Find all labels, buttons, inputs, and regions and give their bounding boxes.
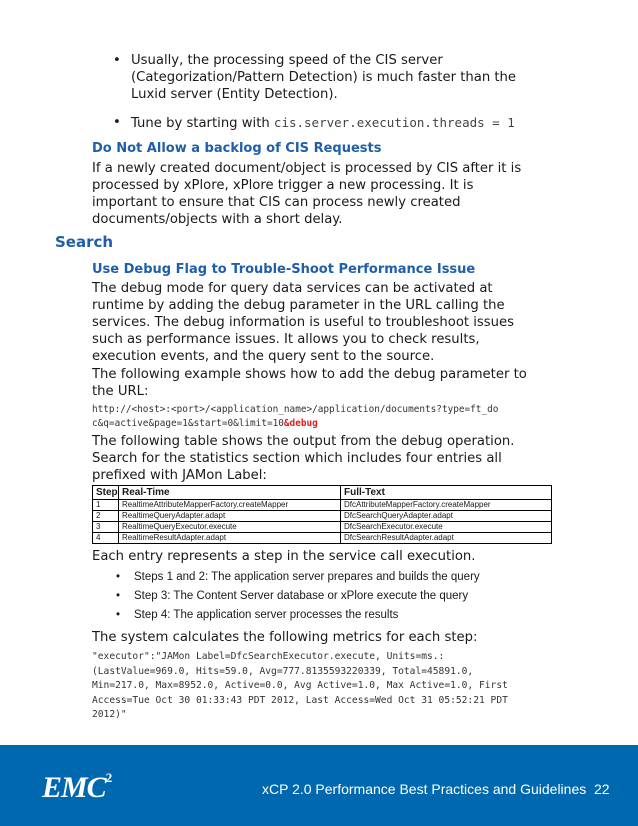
bullet-dot-icon: • [113, 115, 121, 130]
step-text: Step 4: The application server processes the results [134, 609, 399, 621]
url-params: c&q=active&page=1&start=0&limit=10 [92, 418, 284, 429]
table-cell: 1 [93, 500, 119, 511]
step-text: Step 3: The Content Server database or xPlore execute the query [134, 590, 469, 602]
heading-backlog: Do Not Allow a backlog of CIS Requests [92, 141, 382, 156]
table-row [93, 522, 552, 533]
page-number: 22 [594, 781, 610, 797]
code-line: "executor":"JAMon Label=DfcSearchExecutor.execute, Units=ms.: [92, 651, 445, 662]
tune-code: cis.server.execution.threads = 1 [273, 115, 515, 130]
bullet-dot-icon: • [113, 53, 121, 68]
step-bullet [116, 608, 399, 623]
code-line: Min=217.0, Max=8952.0, Active=0.0, Avg Active=1.0, Max Active=1.0, First [92, 680, 508, 691]
table-row [93, 500, 552, 511]
footer-title: xCP 2.0 Performance Best Practices and Guidelines [262, 781, 587, 797]
table-cell: RealtimeResultAdapter.adapt [119, 533, 341, 544]
code-line: Access=Tue Oct 30 01:33:43 PDT 2012, Last Access=Wed Oct 31 05:52:21 PDT [92, 694, 508, 706]
bullet-dot-icon: • [116, 609, 121, 621]
section-search-title: Search [55, 233, 114, 251]
table-cell: RealtimeQueryAdapter.adapt [119, 511, 341, 522]
table-cell: DfcSearchQueryAdapter.adapt [341, 511, 552, 522]
logo-superscript: 2 [105, 770, 112, 785]
bullet-processing-speed [113, 52, 551, 103]
bullet-tune [113, 114, 571, 132]
para-table: The following table shows the output from the debug operation. Search for the statistics section which includes four entries all prefixed with JAMon Label: [92, 434, 515, 483]
bullet-dot-icon: • [116, 590, 121, 602]
logo-text: EMC [42, 771, 106, 804]
table-header-step: Step [93, 486, 119, 500]
code-line: 2012)" [92, 709, 127, 720]
table-cell: 4 [93, 533, 119, 544]
table-cell: 3 [93, 522, 119, 533]
code-line: (LastValue=969.0, Hits=59.0, Avg=777.8135593220339, Total=45891.0, [92, 665, 474, 677]
bullet-text: Usually, the processing speed of the CIS server (Categorization/Pattern Detection) is much faster than the Luxid server (Entity Detection). [131, 53, 517, 102]
table-header-realtime: Real-Time [119, 486, 341, 500]
step-bullet [116, 589, 469, 604]
table-cell: DfcAttributeMapperFactory.createMapper [341, 500, 552, 511]
table-cell: 2 [93, 511, 119, 522]
table-cell: RealtimeQueryExecutor.execute [119, 522, 341, 533]
step-bullet [116, 570, 480, 585]
bullet-text: Tune by starting with [131, 116, 274, 131]
table-cell: DfcSearchExecutor.execute [341, 522, 552, 533]
step-text: Steps 1 and 2: The application server prepares and builds the query [134, 571, 480, 583]
url-line-1: http://<host>:<port>/<application_name>/application/documents?type=ft_do [92, 404, 499, 415]
para-example: The following example shows how to add the debug parameter to the URL: [92, 367, 527, 399]
para-backlog: If a newly created document/object is processed by CIS after it is processed by xPlore, xPlore trigger a new processing. It is important to ensure that CIS can process newly created documents/objects with a short delay. [92, 161, 522, 227]
page-footer [0, 745, 638, 826]
para-metrics: The system calculates the following metrics for each step: [92, 630, 478, 645]
table-row [93, 511, 552, 522]
heading-debug: Use Debug Flag to Trouble-Shoot Performance Issue [92, 262, 476, 277]
metrics-code-block [92, 650, 508, 723]
table-cell: DfcSearchResultAdapter.adapt [341, 533, 552, 544]
table-cell: RealtimeAttributeMapperFactory.createMapper [119, 500, 341, 511]
bullet-dot-icon: • [116, 571, 121, 583]
table-header-row [93, 486, 552, 500]
table-row [93, 533, 552, 544]
para-each-entry: Each entry represents a step in the service call execution. [92, 549, 476, 564]
emc-logo [42, 771, 111, 805]
para-debug: The debug mode for query data services can be activated at runtime by adding the debug parameter in the URL calling the services. The debug information is useful to troubleshoot issues such as performance issues. It allows you to check results, execution events, and the query sent to the source. [92, 281, 514, 364]
table-header-fulltext: Full-Text [341, 486, 552, 500]
url-debug-param: &debug [283, 418, 318, 429]
url-line-2 [92, 417, 318, 432]
debug-steps-table [92, 485, 552, 544]
